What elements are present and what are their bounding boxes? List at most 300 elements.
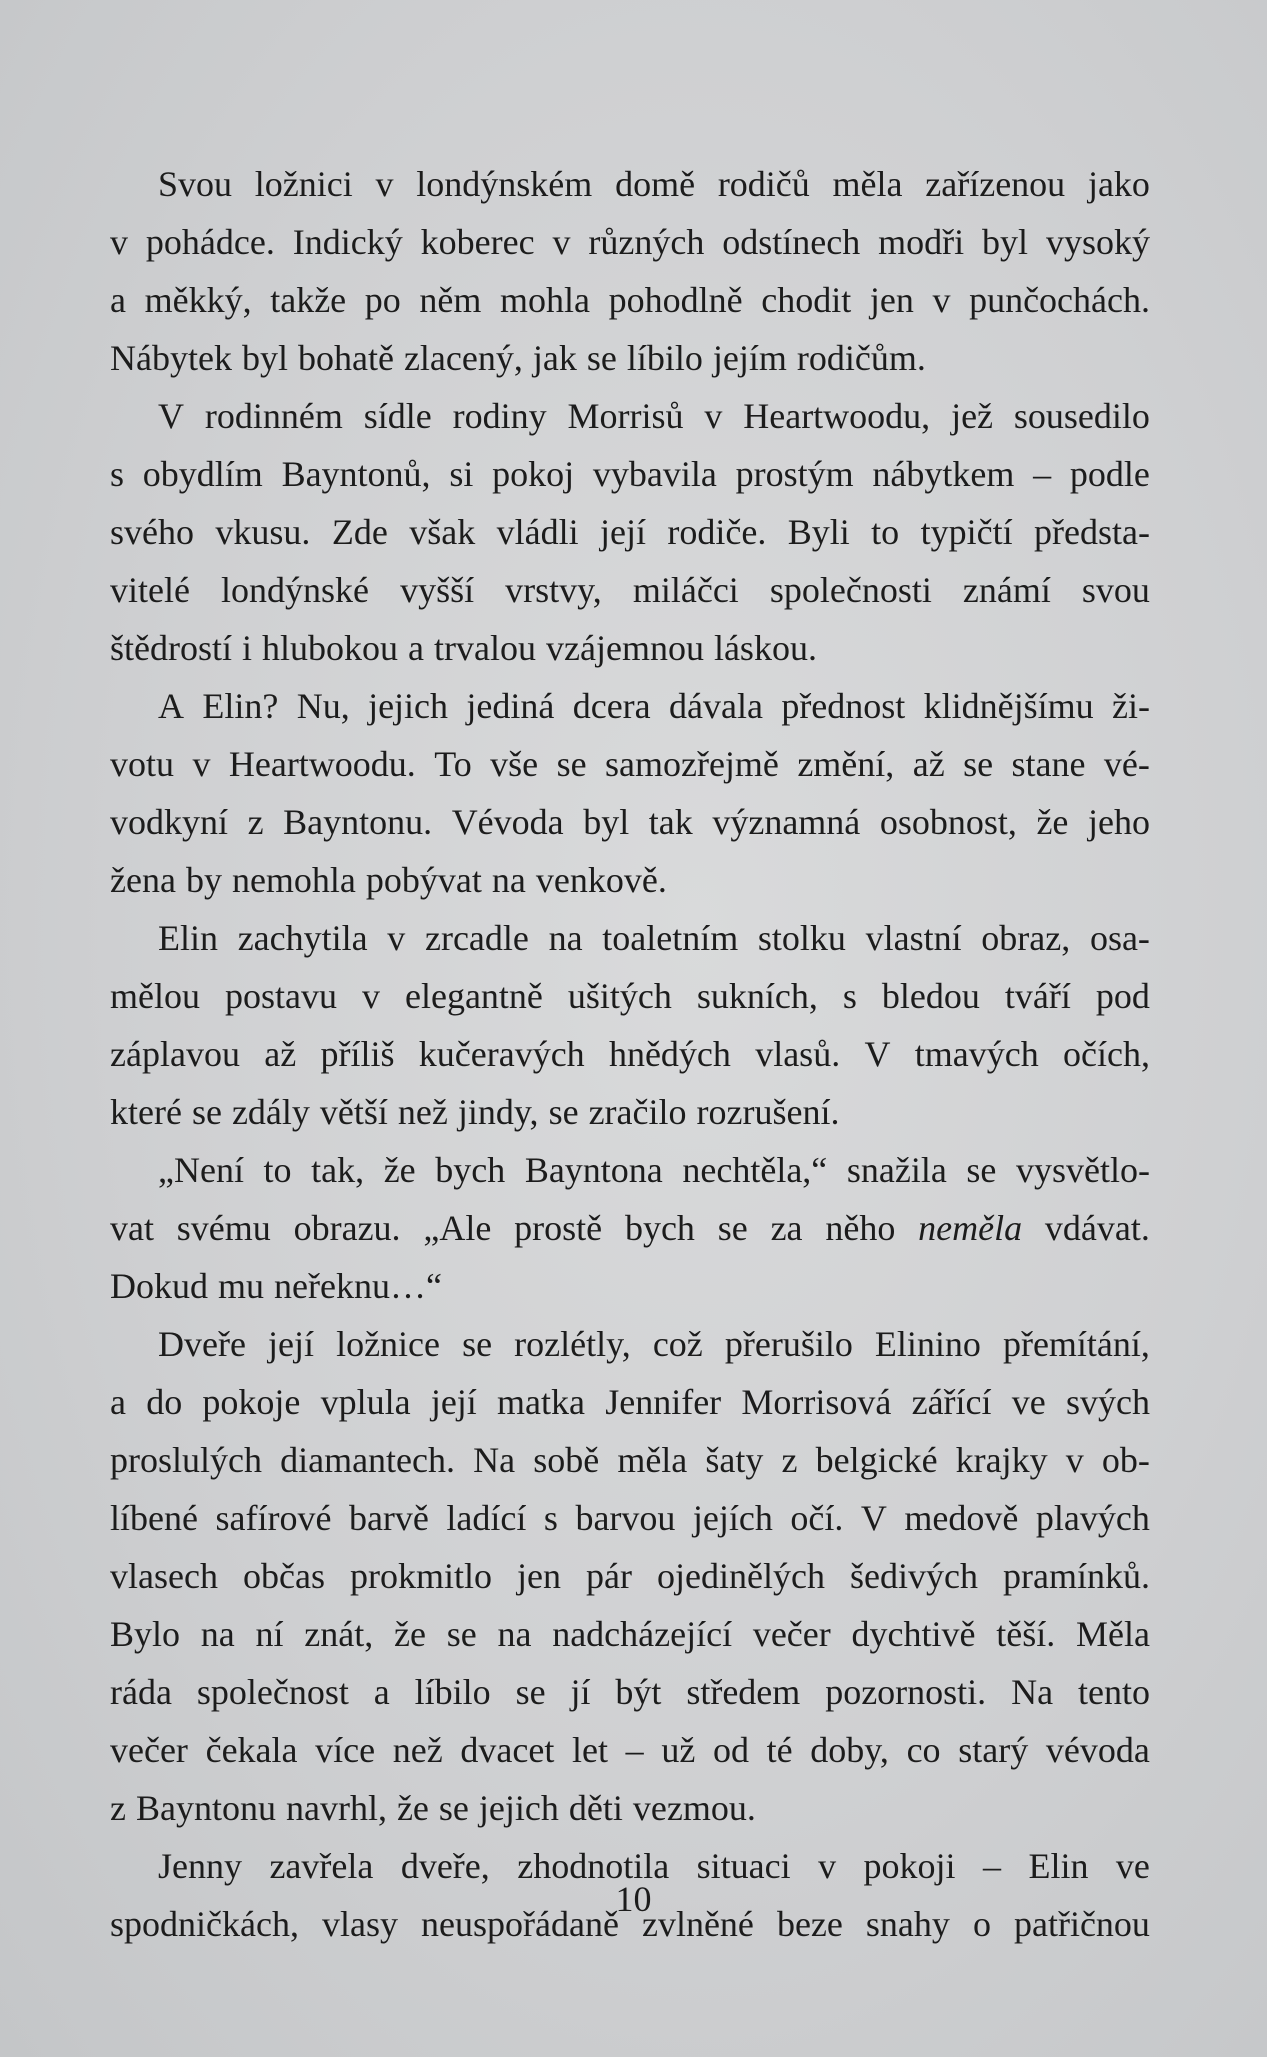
word: že: [383, 1150, 416, 1190]
word: to: [263, 1150, 292, 1190]
word: osa-: [1089, 918, 1150, 958]
word: až: [264, 1034, 297, 1074]
word: dveře,: [400, 1846, 490, 1886]
word: domě: [615, 164, 696, 204]
word: občas: [242, 1556, 325, 1596]
word: londýnské: [221, 570, 370, 610]
word: těší.: [996, 1614, 1056, 1654]
word: za: [770, 1208, 803, 1248]
text-line: [110, 1547, 1150, 1605]
word: obrazu.: [293, 1208, 401, 1248]
word: štědrostí: [110, 628, 232, 668]
word: líbilo: [414, 1672, 491, 1712]
word: To: [434, 744, 472, 784]
word: jako: [1087, 164, 1150, 204]
word: po: [364, 280, 401, 320]
word: jeho: [1087, 802, 1150, 842]
word: vyšší: [400, 570, 475, 610]
word: –: [983, 1846, 1001, 1886]
word: a: [110, 280, 126, 320]
word: ob-: [1101, 1440, 1150, 1480]
word: tento: [1077, 1672, 1150, 1712]
text-line: [110, 1663, 1150, 1721]
word: sukních,: [696, 976, 818, 1016]
word: patřičnou: [1013, 1904, 1150, 1944]
word: let: [572, 1730, 608, 1770]
word: mělou: [110, 976, 200, 1016]
word: dvacet: [460, 1730, 555, 1770]
word: bohatě: [297, 338, 394, 378]
word: Morrisová: [741, 1382, 892, 1422]
word: samozřejmě: [604, 744, 779, 784]
word: nábytkem: [872, 454, 1015, 494]
word: vat: [110, 1208, 154, 1248]
word: z: [247, 802, 264, 842]
word: v: [1065, 1440, 1084, 1480]
word: sousedilo: [1013, 396, 1150, 436]
text-line: [110, 677, 1150, 735]
word: se: [446, 1614, 477, 1654]
word: ži-: [1112, 686, 1150, 726]
word: čekala: [205, 1730, 298, 1770]
word: se: [556, 744, 587, 784]
word: tak,: [311, 1150, 365, 1190]
text-line: [110, 503, 1150, 561]
word: obraz,: [981, 918, 1071, 958]
word: vlasů.: [755, 1034, 841, 1074]
word: snažila: [846, 1150, 947, 1190]
text-line: [110, 1315, 1150, 1373]
word: neřeknu…“: [274, 1266, 442, 1306]
word: zračilo: [588, 1092, 687, 1132]
word: Bayntona: [524, 1150, 663, 1190]
word: jak: [532, 338, 577, 378]
word: v: [110, 222, 128, 262]
word: Jennifer: [605, 1382, 722, 1422]
word: významná: [712, 802, 861, 842]
word: z: [110, 1788, 126, 1828]
word: pokoje: [202, 1382, 301, 1422]
word: pobývat: [365, 860, 482, 900]
word: z: [781, 1440, 798, 1480]
word: obydlím: [142, 454, 263, 494]
word: její: [268, 1324, 314, 1364]
word: barvě: [348, 1498, 429, 1538]
word: dcera: [572, 686, 651, 726]
word: už: [661, 1730, 696, 1770]
word: votu: [110, 744, 175, 784]
word: Elinino: [874, 1324, 981, 1364]
word: měla: [832, 164, 903, 204]
word: zdály: [231, 1092, 310, 1132]
word: té: [766, 1730, 793, 1770]
word: dychtivě: [851, 1614, 976, 1654]
page-number: 10: [615, 1879, 652, 1919]
word: si: [449, 454, 474, 494]
word: odstínech: [722, 222, 861, 262]
word: ušitých: [567, 976, 672, 1016]
word: děti: [568, 1788, 623, 1828]
word: barvou: [575, 1498, 676, 1538]
word: se: [438, 1788, 469, 1828]
word: zlacený,: [403, 338, 523, 378]
word: mu: [218, 1266, 265, 1306]
word: pozornosti.: [825, 1672, 987, 1712]
word: jen: [517, 1556, 561, 1596]
word: osobnost,: [879, 802, 1017, 842]
text-line: [110, 213, 1150, 271]
word: zvlněné: [641, 1904, 754, 1944]
word: tváří: [1004, 976, 1071, 1016]
word: jejích: [692, 1498, 773, 1538]
word: společnosti: [769, 570, 932, 610]
word: vé-: [1103, 744, 1150, 784]
word: matka: [497, 1382, 585, 1422]
word: pokoji: [863, 1846, 956, 1886]
word: o: [972, 1904, 991, 1944]
word: stolku: [757, 918, 846, 958]
word: svou: [1081, 570, 1150, 610]
word: měkký,: [144, 280, 252, 320]
word: očích,: [1063, 1034, 1150, 1074]
word: šedivých: [850, 1556, 978, 1596]
word: rozlétly,: [514, 1324, 631, 1364]
word: líbilo: [626, 338, 703, 378]
word: jejím: [712, 338, 787, 378]
word: Nu,: [296, 686, 350, 726]
word: elegantně: [404, 976, 543, 1016]
word: ojedinělých: [657, 1556, 825, 1596]
word: hlubokou: [262, 628, 399, 668]
word: trvalou: [434, 628, 536, 668]
word: vkusu.: [215, 512, 311, 552]
word: bych: [624, 1208, 695, 1248]
word: že: [393, 1614, 426, 1654]
word: být: [615, 1672, 662, 1712]
word: s: [842, 976, 857, 1016]
word: vlasech: [110, 1556, 218, 1596]
word: večer: [752, 1614, 831, 1654]
text-line: [110, 735, 1150, 793]
word: Bayntonů,: [281, 454, 431, 494]
word: zavřela: [269, 1846, 374, 1886]
word: v: [932, 280, 951, 320]
word: vysvětlo-: [1015, 1150, 1150, 1190]
word: vévoda: [1045, 1730, 1150, 1770]
word: se: [515, 1672, 546, 1712]
word: Nábytek: [110, 338, 232, 378]
word: vlasy: [321, 1904, 398, 1944]
word: vezmou.: [632, 1788, 756, 1828]
word: tmavých: [914, 1034, 1039, 1074]
word: Měla: [1075, 1614, 1150, 1654]
word: vše: [490, 744, 539, 784]
text-line: [110, 329, 1150, 387]
word: pohádce.: [145, 222, 275, 262]
word: středem: [686, 1672, 801, 1712]
word: klidnějšímu: [923, 686, 1094, 726]
word: ložnici: [254, 164, 353, 204]
word: v: [361, 976, 380, 1016]
word: na: [497, 1614, 532, 1654]
word: Elin: [158, 918, 218, 958]
word: které: [110, 1092, 182, 1132]
word: snahy: [865, 1904, 950, 1944]
word: že: [396, 1788, 429, 1828]
text-line: [110, 1721, 1150, 1779]
word: znát,: [304, 1614, 374, 1654]
word: vdávat.: [1044, 1208, 1150, 1248]
word: Jenny: [158, 1846, 242, 1886]
word: Morrisů: [567, 396, 684, 436]
word: na: [548, 918, 583, 958]
word: A: [158, 686, 184, 726]
word: ráda: [110, 1672, 172, 1712]
word: by: [185, 860, 222, 900]
text-line: [110, 1605, 1150, 1663]
word: v: [192, 744, 211, 784]
word: chodit: [761, 280, 852, 320]
word: její: [600, 512, 646, 552]
word: takže: [270, 280, 347, 320]
word: s: [543, 1498, 558, 1538]
word: byl: [982, 222, 1029, 262]
word: vitelé: [110, 570, 190, 610]
word: večer: [110, 1730, 188, 1770]
word: –: [625, 1730, 644, 1770]
word: Heartwoodu,: [743, 396, 931, 436]
word: beze: [776, 1904, 843, 1944]
word: typičtí: [920, 512, 1013, 552]
word: jež: [951, 396, 994, 436]
word: tak: [648, 802, 693, 842]
word: –: [1033, 454, 1052, 494]
word: se: [717, 1208, 748, 1248]
word: Dveře: [158, 1324, 246, 1364]
word: Na: [473, 1440, 516, 1480]
word: měla: [617, 1440, 688, 1480]
word: stane: [1011, 744, 1086, 784]
word: hnědých: [608, 1034, 731, 1074]
word: medově: [904, 1498, 1019, 1538]
word: starý: [958, 1730, 1029, 1770]
word: jen: [869, 280, 914, 320]
word: jí: [570, 1672, 591, 1712]
text-line: [110, 561, 1150, 619]
word: pod: [1095, 976, 1150, 1016]
word: bledou: [881, 976, 980, 1016]
word: na: [491, 860, 526, 900]
word: „Ale: [423, 1208, 492, 1248]
word: belgické: [815, 1440, 938, 1480]
word: různých: [588, 222, 705, 262]
word: záplavou: [110, 1034, 240, 1074]
word: v: [387, 918, 406, 958]
word: přemítání,: [1002, 1324, 1150, 1364]
word: V: [864, 1034, 891, 1074]
word: líbené: [110, 1498, 198, 1538]
word: Bylo: [110, 1614, 181, 1654]
word: láskou.: [713, 628, 817, 668]
word: v: [704, 396, 723, 436]
word: i: [242, 628, 253, 668]
word: šaty: [705, 1440, 764, 1480]
word: mohla: [500, 280, 590, 320]
word: Bayntonu.: [283, 802, 433, 842]
word: zhodnotila: [517, 1846, 670, 1886]
word: Na: [1011, 1672, 1054, 1712]
word: jindy,: [457, 1092, 539, 1132]
word: dávala: [669, 686, 763, 726]
word: Svou: [158, 164, 233, 204]
word: rozrušení.: [696, 1092, 840, 1132]
word: bych: [435, 1150, 506, 1190]
word: doby,: [810, 1730, 889, 1770]
word: společnost: [196, 1672, 349, 1712]
text-line: [110, 1025, 1150, 1083]
word: prokmitlo: [349, 1556, 492, 1596]
word: rodinném: [204, 396, 343, 436]
word: ložnice: [336, 1324, 441, 1364]
word: byl: [241, 338, 288, 378]
word: koberec: [420, 222, 535, 262]
word: však: [409, 512, 476, 552]
word: zařízenou: [925, 164, 1066, 204]
word: situaci: [696, 1846, 791, 1886]
text-line: [110, 1083, 1150, 1141]
text-line: [110, 1489, 1150, 1547]
word: svého: [110, 512, 194, 552]
word: rodiče.: [667, 512, 767, 552]
word: toaletním: [602, 918, 739, 958]
word: než: [392, 1730, 443, 1770]
word: jejich: [368, 686, 449, 726]
word: Vévoda: [451, 802, 564, 842]
text-line: [110, 851, 1150, 909]
word: něm: [419, 280, 482, 320]
word: krajky: [955, 1440, 1048, 1480]
word: Zde: [331, 512, 388, 552]
word: známí: [962, 570, 1051, 610]
word: se: [548, 1092, 579, 1132]
word: prostě: [514, 1208, 603, 1248]
text-line: [110, 1257, 1150, 1315]
word: Heartwoodu.: [228, 744, 416, 784]
word: přednost: [781, 686, 906, 726]
word: na: [200, 1614, 235, 1654]
word: příliš: [320, 1034, 395, 1074]
word: pokoj: [492, 454, 575, 494]
word: v: [818, 1846, 837, 1886]
word: což: [652, 1324, 703, 1364]
word: ladící: [446, 1498, 527, 1538]
word: zachytila: [237, 918, 368, 958]
word: podle: [1069, 454, 1150, 494]
word: rodičům.: [796, 338, 926, 378]
word: očí.: [790, 1498, 844, 1538]
word: Dokud: [110, 1266, 208, 1306]
word: pár: [586, 1556, 632, 1596]
word: Elin?: [202, 686, 279, 726]
word: vysoký: [1045, 222, 1150, 262]
word: rodiny: [452, 396, 547, 436]
word: kučeravých: [418, 1034, 585, 1074]
word: pramínků.: [1003, 1556, 1150, 1596]
word: nadcházející: [552, 1614, 733, 1654]
word: se: [966, 1150, 997, 1190]
word: punčochách.: [969, 280, 1150, 320]
word: že: [1036, 802, 1069, 842]
word: do: [146, 1382, 183, 1422]
word: Elin: [1028, 1846, 1089, 1886]
word: Bayntonu: [135, 1788, 276, 1828]
word: zářící: [911, 1382, 992, 1422]
word: se: [191, 1092, 222, 1132]
word: v: [375, 164, 394, 204]
word: se: [963, 744, 994, 784]
text-line: [110, 387, 1150, 445]
word: Byli: [787, 512, 850, 552]
word: nechtěla,“: [682, 1150, 828, 1190]
word: vzájemnou: [546, 628, 704, 668]
text-line: [110, 1431, 1150, 1489]
word: neměla: [918, 1208, 1023, 1248]
word: a: [373, 1672, 390, 1712]
word: vodkyní: [110, 802, 229, 842]
word: postavu: [224, 976, 337, 1016]
word: byl: [583, 802, 630, 842]
text-line: [110, 909, 1150, 967]
word: žena: [110, 860, 176, 900]
word: změní,: [797, 744, 895, 784]
word: přerušilo: [724, 1324, 853, 1364]
word: V: [158, 396, 184, 436]
word: V: [860, 1498, 887, 1538]
text-line: [110, 1141, 1150, 1199]
word: a: [110, 1382, 126, 1422]
word: sobě: [533, 1440, 600, 1480]
word: s: [110, 454, 125, 494]
word: „Není: [158, 1150, 244, 1190]
word: větší: [319, 1092, 388, 1132]
word: Indický: [292, 222, 403, 262]
word: jejich: [478, 1788, 559, 1828]
word: pohodlně: [608, 280, 743, 320]
word: se: [462, 1324, 493, 1364]
word: nemohla: [231, 860, 356, 900]
word: ve: [1115, 1846, 1150, 1886]
word: miláčci: [632, 570, 739, 610]
word: od: [712, 1730, 749, 1770]
word: ní: [255, 1614, 284, 1654]
word: venkově.: [535, 860, 667, 900]
word: něho: [825, 1208, 896, 1248]
word: spodničkách,: [110, 1904, 299, 1944]
word: až: [912, 744, 945, 784]
word: rodičů: [717, 164, 810, 204]
word: se: [586, 338, 617, 378]
word: vplula: [320, 1382, 411, 1422]
text-line: [110, 445, 1150, 503]
word: její: [430, 1382, 477, 1422]
word: safírové: [215, 1498, 332, 1538]
body-text: [110, 155, 1150, 1953]
word: než: [397, 1092, 448, 1132]
word: vybavila: [592, 454, 717, 494]
word: vrstvy,: [505, 570, 602, 610]
word: a: [408, 628, 425, 668]
text-line: [110, 793, 1150, 851]
